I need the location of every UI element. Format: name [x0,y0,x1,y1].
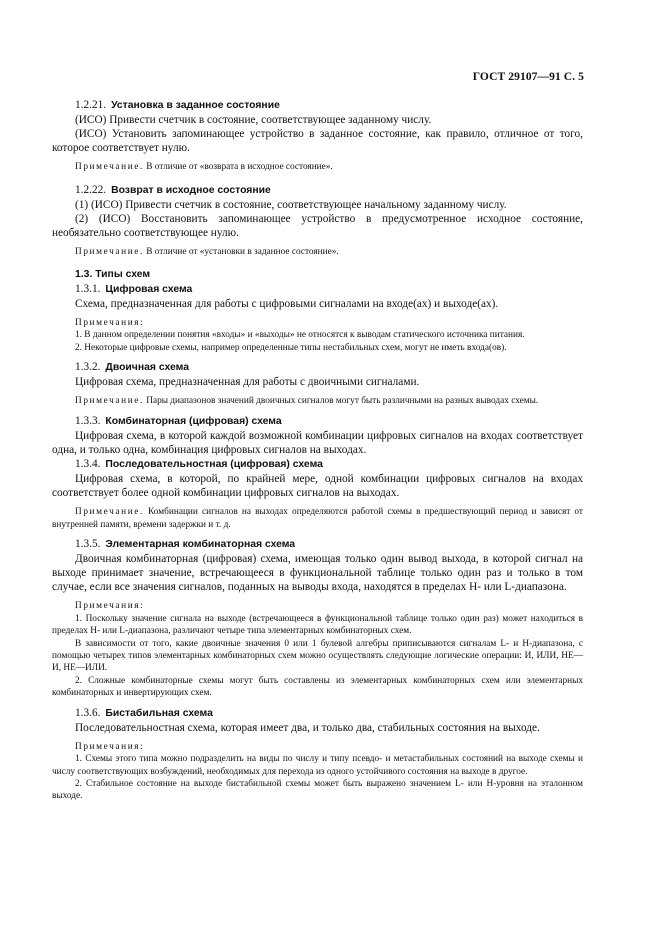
note-label: Примечание. [75,247,144,258]
note-item: 1. Поскольку значение сигнала на выходе (встречающееся в функциональной таблице только один раз) может находиться в пределах H- или L-диапазона, различают четыре типа элементарных комбинаторных схем. [52,613,583,637]
note [52,506,583,531]
definition-text: Схема, предназначенная для работы с цифровыми сигналами на входе(ах) и выходе(ах). [75,297,499,310]
clause-number: 1.3.3. [75,414,101,427]
clause-number: 1.3.5. [75,537,101,550]
term-1-3-6 [75,706,583,721]
definition-text: Последовательностная схема, которая имеет два, и только два, стабильных состояния на выходе. [75,721,540,734]
section-heading: 1.3. Типы схем [75,268,151,280]
note-item: 2. Сложные комбинаторные схемы могут быть составлены из элементарных комбинаторных схем или элементарных комбинаторных и инвертирующих схем. [52,675,583,699]
note-text: В отличие от «установки в заданное состояние». [143,247,339,258]
definition-text: Двоичная комбинаторная (цифровая) схема, имеющая только один вывод выхода, в которой сигнал на выходе принимает значение, встречающееся в функциональной таблице только один раз и только в том случае, если все значения сигналов, поданных на выводы входа, находятся в пределах H- или L-диапазона. [52,553,583,594]
page-header: ГОСТ 29107—91 С. 5 [472,71,584,83]
clause-number: 1.2.22. [75,183,107,196]
term-title: Комбинаторная (цифровая) схема [105,415,282,427]
note-text: В отличие от «возврата в исходное состояние». [143,162,333,173]
note-item: 2. Стабильное состояние на выходе бистабильной схемы может быть выражено значением L- или H-уровня на эталонном выходе. [52,778,583,802]
term-title: Элементарная комбинаторная схема [105,538,296,550]
definition-text: Цифровая схема, в которой каждой возможной комбинации цифровых сигналов на входах соответствует одна, и только одна, комбинация цифровых сигналов на выходах. [52,429,583,456]
definition-line: (ИСО) Установить запоминающее устройство в заданное состояние, как правило, отличное от того, которое соответствует нулю. [52,128,583,155]
note-text: Пары диапазонов значений двоичных сигналов могут быть различными на разных выводах схемы. [143,396,539,407]
note-label: Примечание. [75,396,144,407]
clause-number: 1.2.21. [75,99,107,111]
clause-number: 1.3.2. [75,360,101,373]
document-body [52,98,583,803]
note [75,246,583,258]
term-1-2-22 [75,183,583,198]
definition-text: Цифровая схема, предназначенная для работы с двоичными сигналами. [75,376,420,389]
term-1-3-2 [75,360,583,375]
term-title: Возврат в исходное состояние [111,184,271,196]
note-item: 2. Некоторые цифровые схемы, например определенные типы нестабильных схем, могут не иметь входа(ов). [75,342,507,353]
clause-number: 1.3.4. [75,457,101,470]
term-title: Бистабильная схема [105,707,213,719]
note [75,161,583,173]
note-text: Комбинации сигналов на выходах определяются работой схемы в предшествующий период и зависят от внутренней памяти, времени задержки и т. д. [52,507,583,530]
term-title: Установка в заданное состояние [111,100,280,111]
note-item: 1. Схемы этого типа можно подразделить на виды по числу и типу псевдо- и метастабильных состояний на выходе схемы и числу соответствующих возбуждений, необходимых для перехода из одного устойчивого состояния на выходе в другое. [52,754,583,777]
term-1-3-4 [75,457,583,472]
notes-label: Примечания: [75,601,145,612]
term-1-3-3 [75,414,583,429]
term-1-3-1 [75,282,583,297]
definition-line: (ИСО) Привести счетчик в состояние, соответствующее заданному числу. [75,114,432,127]
term-title: Цифровая схема [105,283,193,295]
notes-label: Примечания: [75,317,145,328]
note-label: Примечание. [75,507,144,518]
term-title: Последовательностная (цифровая) схема [105,458,323,470]
note [52,395,583,407]
notes-label: Примечания: [75,741,145,752]
term-1-3-5 [75,537,583,552]
term-1-2-21 [75,98,583,113]
definition-text: Цифровая схема, в которой, по крайней мере, одной комбинации цифровых сигналов на входах соответствует более одной комбинации цифровых сигналов на выходах. [52,472,583,500]
clause-number: 1.3.1. [75,282,101,295]
clause-number: 1.3.6. [75,706,101,719]
definition-line: (1) (ИСО) Привести счетчик в состояние, соответствующее начальному заданному числу. [75,198,507,211]
term-title: Двоичная схема [105,361,189,373]
note-label: Примечание. [75,162,144,173]
note-item: В зависимости от того, какие двоичные значения 0 или 1 булевой алгебры приписываются сигналам L- и H-диапазона, с помощью четырех типов элементарных комбинаторных схем можно осуществлять следующие логические операции: И, ИЛИ, НЕ—И, НЕ—ИЛИ. [52,638,583,674]
note-item: 1. В данном определении понятия «входы» и «выходы» не относятся к выводам статического источника питания. [75,330,525,341]
definition-line: (2) (ИСО) Восстановить запоминающее устройство в предусмотренное исходное состояние, необязательно соответствующее нулю. [52,212,583,240]
